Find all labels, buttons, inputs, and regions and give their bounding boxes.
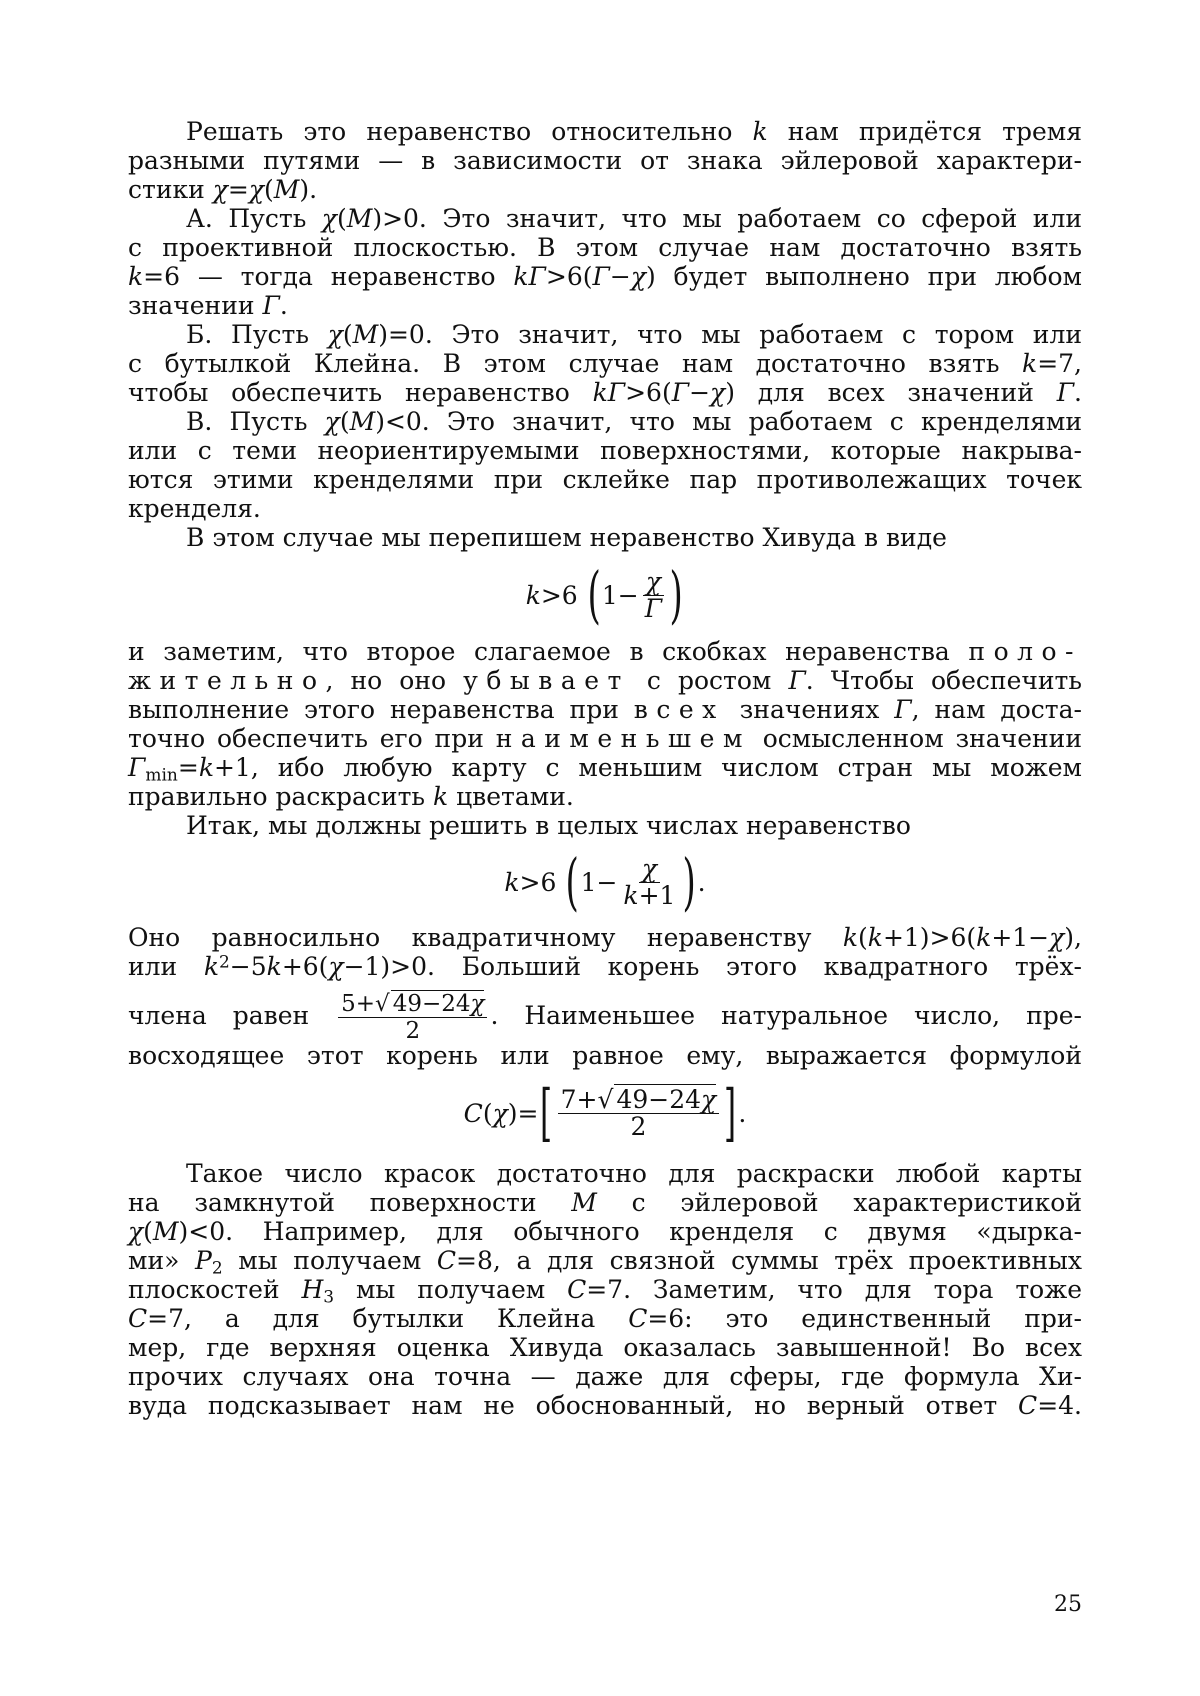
formula-2: k >6 ( 1− $\frac{\chi}{k+1}$ ) . [504, 845, 706, 918]
line-15: В этом случае мы перепишем неравенство Хивуда в виде [186, 523, 947, 552]
line-31: плоскостей $H_3$ мы получаем C=7. Заметим, что для тора тоже [128, 1275, 1083, 1308]
line-7: значении Γ. [128, 291, 288, 320]
line-17: жительно, но оно убывает с ростом Γ. Чтобы обеспечить [128, 666, 1082, 695]
line-30: ми» $P_2$ мы получаем C=8, а для связной суммы трёх проективных [128, 1246, 1082, 1279]
line-16: и заметим, что второе слагаемое в скобках неравенства поло- [128, 637, 1082, 666]
page-number: 25 [1054, 1592, 1082, 1617]
line-34: прочих случаях она точна — даже для сферы, где формула Хи- [128, 1362, 1082, 1391]
line-8: Б. Пусть χ(M)=0. Это значит, что мы работаем с тором или [186, 320, 1082, 349]
line-11: В. Пусть χ(M)<0. Это значит, что мы работаем с кренделями [186, 407, 1083, 436]
line-23: Оно равносильно квадратичному неравенству k(k+1)>6(k+1−χ), [128, 923, 1082, 952]
line-33: мер, где верхняя оценка Хивуда оказалась завышенной! Во всех [128, 1333, 1082, 1362]
line-6: k=6 — тогда неравенство kΓ>6(Γ−χ) будет выполнено при любом [128, 262, 1082, 291]
line-14: кренделя. [128, 494, 261, 523]
line-28: на замкнутой поверхности M с эйлеровой характеристикой [128, 1188, 1082, 1217]
line-22: Итак, мы должны решить в целых числах неравенство [186, 811, 911, 840]
line-19: точно обеспечить его при наименьшем осмысленном значении [128, 724, 1082, 753]
line-1: Решать это неравенство относительно k нам придётся тремя [186, 117, 1083, 146]
line-12: или с теми неориентируемыми поверхностями, которые накрыва- [128, 436, 1082, 465]
line-20: $\Gamma_{min}=k+1$, ибо любую карту с меньшим числом стран мы можем [128, 753, 1082, 786]
line-27: Такое число красок достаточно для раскраски любой карты [186, 1159, 1082, 1188]
line-13: ются этими кренделями при склейке пар противолежащих точек [128, 465, 1082, 494]
line-32: C=7, а для бутылки Клейна C=6: это единственный при- [128, 1304, 1082, 1333]
line-25: члена равен $\frac{5+√ 49-24\chi}{2}$ . Наименьшее натуральное число, пре- [128, 991, 1082, 1044]
line-4: А. Пусть χ(M)>0. Это значит, что мы работаем со сферой или [186, 204, 1082, 233]
formula-1: k >6 ( 1− $\frac{\chi}{\Gamma}$ ) [525, 558, 683, 631]
line-26: восходящее этот корень или равное ему, выражается формулой [128, 1041, 1082, 1070]
line-29: χ(M)<0. Например, для обычного кренделя с двумя «дырка- [128, 1217, 1082, 1246]
line-35: вуда подсказывает нам не обоснованный, но верный ответ C=4. [128, 1391, 1082, 1420]
line-3: стики χ=χ(M). [128, 175, 318, 204]
line-9: с бутылкой Клейна. В этом случае нам достаточно взять k=7, [128, 349, 1082, 378]
line-18: выполнение этого неравенства при всех значениях Γ, нам доста- [128, 695, 1082, 724]
line-2: разными путями — в зависимости от знака эйлеровой характери- [128, 146, 1082, 175]
line-10: чтобы обеспечить неравенство kΓ>6(Γ−χ) для всех значений Γ. [128, 378, 1082, 407]
line-5: с проективной плоскостью. В этом случае нам достаточно взять [128, 233, 1082, 262]
formula-3: C ( χ )= [ $\frac{7+√ 49-24\chi}{2}$ ] . [463, 1076, 747, 1149]
line-24: или $k^2-5k+6(\chi-1)>0$. Больший корень этого квадратного трёх- [128, 952, 1082, 981]
line-21: правильно раскрасить k цветами. [128, 782, 574, 811]
